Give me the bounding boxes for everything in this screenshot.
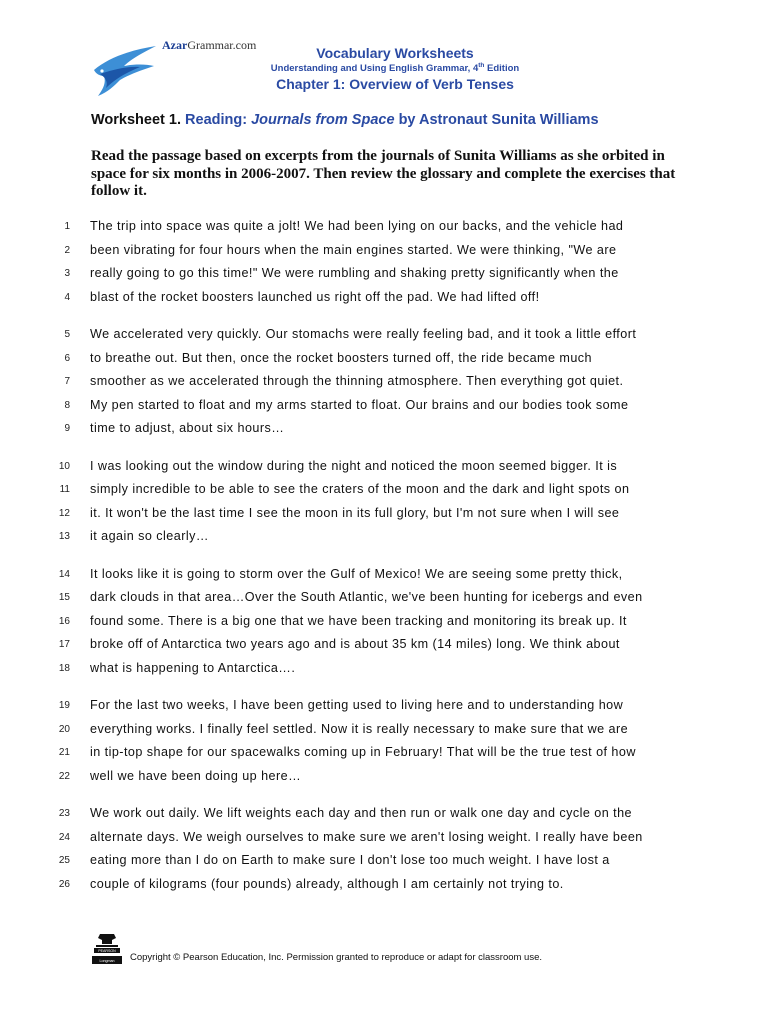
line-number: 2	[64, 244, 70, 256]
line-number: 11	[59, 484, 70, 495]
passage-paragraph	[0, 323, 768, 441]
line-text: to breathe out. But then, once the rocket boosters turned off, the ride became much	[90, 350, 592, 365]
line-number: 7	[64, 376, 70, 387]
line-text: broke off of Antarctica two years ago and is about 35 km (14 miles) long. We think about	[90, 637, 620, 651]
line-text: For the last two weeks, I have been getting used to living here and to understanding how	[90, 698, 624, 712]
passage-line	[0, 370, 768, 394]
line-number: 13	[58, 531, 70, 542]
line-text: well we have been doing up here…	[90, 768, 302, 783]
line-number: 22	[58, 770, 70, 782]
passage-paragraph	[0, 802, 768, 896]
passage-line	[0, 262, 768, 286]
passage-line	[0, 765, 768, 789]
passage-line	[0, 215, 768, 239]
line-number: 25	[58, 855, 70, 866]
line-text: eating more than I do on Earth to make sure I don't lose too much weight. I have lost a	[90, 853, 610, 867]
passage-line	[0, 802, 768, 826]
passage-line	[0, 873, 768, 897]
line-number: 18	[58, 662, 70, 674]
line-number: 3	[64, 268, 70, 279]
passage-line	[0, 239, 768, 263]
line-text: alternate days. We weigh ourselves to make sure we aren't losing weight. I really have been	[90, 829, 643, 844]
passage-paragraph	[0, 455, 768, 549]
line-number: 1	[64, 221, 70, 232]
passage-line	[0, 323, 768, 347]
copyright-notice: Copyright © Pearson Education, Inc. Permission granted to reproduce or adapt for classroom use.	[130, 952, 543, 963]
line-text: everything works. I finally feel settled. Now it is really necessary to make sure that we are	[90, 721, 629, 736]
line-text: it again so clearly…	[90, 529, 209, 543]
pearson-longman-logo	[90, 930, 124, 966]
passage-line	[0, 394, 768, 418]
passage-line	[0, 610, 768, 634]
worksheet-title: Worksheet 1. Reading: Journals from Space by Astronaut Sunita Williams	[91, 112, 599, 128]
line-text: I was looking out the window during the night and noticed the moon seemed bigger. It is	[90, 458, 618, 473]
instructions: Read the passage based on excerpts from the journals of Sunita Williams as she orbited in space for six months in 2006-2007. Then review the glossary and complete the exercises that follow it.	[91, 148, 676, 199]
svg-text:PEARSON: PEARSON	[98, 949, 116, 953]
line-number: 23	[58, 808, 70, 819]
passage-line	[0, 286, 768, 310]
line-number: 17	[58, 639, 70, 650]
line-number: 6	[64, 352, 70, 364]
header-book: Understanding and Using English Grammar, 4th Edition	[270, 62, 520, 74]
line-number: 21	[58, 747, 70, 758]
line-text: found some. There is a big one that we have been tracking and monitoring its break up. It	[90, 613, 627, 628]
swallow-bird-icon	[90, 40, 160, 98]
passage-line	[0, 741, 768, 765]
line-text: been vibrating for four hours when the main engines started. We were thinking, "We are	[90, 242, 617, 257]
line-text: smoother as we accelerated through the thinning atmosphere. Then everything got quiet.	[90, 374, 624, 388]
passage-line	[0, 347, 768, 371]
passage-line	[0, 417, 768, 441]
line-number: 5	[64, 329, 70, 340]
line-number: 9	[64, 423, 70, 434]
passage-line	[0, 657, 768, 681]
passage-line	[0, 849, 768, 873]
passage-paragraph	[0, 215, 768, 309]
line-number: 10	[58, 460, 70, 472]
line-text: time to adjust, about six hours…	[90, 421, 285, 435]
passage-line	[0, 455, 768, 479]
line-text: in tip-top shape for our spacewalks coming up in February! That will be the true test of how	[90, 745, 636, 759]
line-text: We accelerated very quickly. Our stomachs were really feeling bad, and it took a little effort	[90, 327, 637, 341]
line-text: really going to go this time!" We were rumbling and shaking pretty significantly when the	[90, 266, 619, 280]
reading-passage	[0, 215, 768, 910]
logo-wordmark: AzarGrammar.com	[162, 38, 257, 52]
passage-line	[0, 586, 768, 610]
header-chapter: Chapter 1: Overview of Verb Tenses	[276, 76, 514, 92]
passage-paragraph	[0, 563, 768, 681]
page-header	[200, 44, 590, 93]
line-text: We work out daily. We lift weights each day and then run or walk one day and cycle on the	[90, 806, 632, 820]
passage-paragraph	[0, 694, 768, 788]
passage-line	[0, 826, 768, 850]
passage-line	[0, 718, 768, 742]
line-number: 24	[58, 831, 70, 843]
passage-line	[0, 478, 768, 502]
line-number: 15	[58, 592, 70, 603]
line-text: The trip into space was quite a jolt! We had been lying on our backs, and the vehicle had	[90, 219, 624, 233]
line-text: My pen started to float and my arms started to float. Our brains and our bodies took some	[90, 397, 629, 412]
line-number: 12	[58, 507, 70, 519]
header-title: Vocabulary Worksheets	[316, 45, 474, 61]
line-number: 8	[64, 399, 70, 411]
passage-line	[0, 633, 768, 657]
line-number: 20	[58, 723, 70, 735]
passage-line	[0, 525, 768, 549]
line-text: couple of kilograms (four pounds) already, although I am certainly not trying to.	[90, 876, 564, 891]
line-number: 26	[58, 878, 70, 890]
line-number: 19	[58, 700, 70, 711]
line-number: 14	[58, 568, 70, 580]
passage-line	[0, 563, 768, 587]
line-text: what is happening to Antarctica….	[90, 660, 296, 675]
page-footer	[90, 930, 650, 966]
line-text: It looks like it is going to storm over the Gulf of Mexico! We are seeing some pretty thick,	[90, 566, 623, 581]
line-text: it. It won't be the last time I see the moon in its full glory, but I'm not sure when I will see	[90, 505, 620, 520]
line-text: simply incredible to be able to see the craters of the moon and the dark and light spots on	[90, 482, 630, 496]
line-text: blast of the rocket boosters launched us right off the pad. We had lifted off!	[90, 289, 540, 304]
line-text: dark clouds in that area…Over the South Atlantic, we've been hunting for icebergs and even	[90, 590, 643, 604]
line-number: 16	[58, 615, 70, 627]
line-number: 4	[64, 291, 70, 303]
svg-text:Longman: Longman	[99, 959, 115, 963]
passage-line	[0, 694, 768, 718]
passage-line	[0, 502, 768, 526]
